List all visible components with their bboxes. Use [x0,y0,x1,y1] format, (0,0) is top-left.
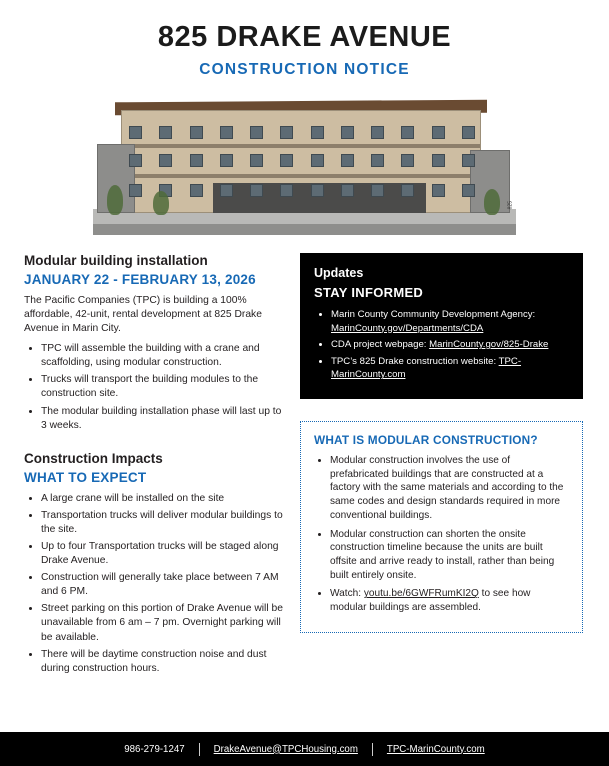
rendering-window [432,126,445,139]
rendering-window [311,154,324,167]
watch-label: Watch: [330,588,364,600]
page-subtitle: CONSTRUCTION NOTICE [199,60,410,78]
updates-list [314,308,569,382]
list-item [331,338,569,352]
list-item: • A large crane will be installed on the site [41,492,286,506]
installation-dates: JANUARY 22 - FEBRUARY 13, 2026 [24,271,256,287]
rendering-window-row [129,126,475,139]
list-item [330,587,569,614]
list-item [331,355,569,382]
rendering-window [190,184,203,197]
link-tpc-construction-site[interactable]: TPC-MarinCounty.com [331,355,522,381]
right-column [300,253,583,679]
watch-suffix: to see how modular buildings are assembled. [330,588,531,614]
rendering-window [341,126,354,139]
rendering-window [190,126,203,139]
link-cda-project-page[interactable]: MarinCounty.gov/825-Drake [429,339,549,351]
modular-heading: WHAT IS MODULAR CONSTRUCTION? [314,432,538,447]
list-item [331,308,569,335]
modular-construction-panel [300,421,583,633]
rendering-window [432,184,445,197]
content-columns [24,253,585,679]
list-item: • The modular building installation phase will last up to 3 weeks. [41,405,286,433]
list-item: • Modular construction involves the use of prefabricated buildings that are constructed at a factory with the same materials and according to the same codes and design standards required in more conventional buildings. [330,454,569,523]
rendering-window [129,126,142,139]
rendering-window [220,184,233,197]
rendering-window [250,154,263,167]
rendering-window [341,154,354,167]
impacts-heading: Construction Impacts [24,450,163,466]
rendering-window [432,154,445,167]
rendering-window [371,126,384,139]
impacts-subheading: WHAT TO EXPECT [24,469,147,485]
building-rendering-image [93,92,516,235]
updates-panel [300,253,583,399]
footer-email-wrap [200,744,372,755]
updates-subheading: STAY INFORMED [314,284,424,300]
rendering-window [159,126,172,139]
footer-email-link[interactable]: DrakeAvenue@TPCHousing.com [213,743,358,755]
footer-website-link[interactable]: TPC-MarinCounty.com [386,743,485,755]
rendering-window [250,126,263,139]
rendering-window [401,154,414,167]
rendering-window [129,154,142,167]
rendering-window [159,154,172,167]
rendering-window [250,184,263,197]
spacer [24,436,286,451]
rendering-window [311,126,324,139]
rendering-tree [484,189,500,215]
footer-divider [199,743,200,756]
updates-heading: Updates [314,265,364,280]
page-title: 825 DRAKE AVENUE [157,21,452,53]
rendering-window [401,126,414,139]
footer-bar [0,732,609,766]
list-item: • Transportation trucks will deliver modular buildings to the site. [41,509,286,537]
list-item: • Construction will generally take place between 7 AM and 6 PM. [41,571,286,599]
rendering-window-row [129,154,475,167]
link-youtube-video[interactable]: youtu.be/6GWFRumKI2Q [363,588,479,600]
rendering-window [341,184,354,197]
rendering-window-row [129,184,475,197]
footer-divider [372,743,373,756]
rendering-window [371,184,384,197]
list-item: • Up to four Transportation trucks will be staged along Drake Avenue. [41,540,286,568]
update-text: CDA project webpage: [331,339,430,351]
installation-bullet-list [24,342,286,433]
installation-paragraph: The Pacific Companies (TPC) is building a 100% affordable, 42-unit, rental development at 825 Drake Avenue in Marin City. [24,294,262,335]
rendering-window [190,154,203,167]
list-item: • Modular construction can shorten the onsite construction timeline because the units are built offsite and arrive ready to install, rather than being built entirely onsite. [330,528,569,583]
update-text: Marin County Community Development Agency: [331,308,536,320]
rendering-floor-band-2 [122,174,480,178]
rendering-floor-band-1 [122,144,480,148]
rendering-window [280,126,293,139]
impacts-bullet-list [24,492,286,676]
list-item: • Street parking on this portion of Drake Avenue will be unavailable from 6 am – 7 pm. Overnight parking will be available. [41,602,286,644]
rendering-window [220,154,233,167]
rendering-window [462,184,475,197]
rendering-tree [107,185,123,215]
footer-phone: 986-279-1247 [124,743,185,755]
header [24,0,585,79]
rendering-building-number: 825 [507,200,513,210]
link-marin-cda[interactable]: MarinCounty.gov/Departments/CDA [331,322,484,334]
rendering-tree [153,191,169,215]
rendering-window [280,184,293,197]
rendering-window [462,126,475,139]
installation-heading: Modular building installation [24,252,208,268]
left-column [24,253,286,679]
rendering-window [462,154,475,167]
rendering-street [93,224,516,235]
rendering-window [280,154,293,167]
modular-list [314,454,569,615]
rendering-window [401,184,414,197]
list-item: • TPC will assemble the building with a crane and scaffolding, using modular construction. [41,342,286,370]
update-text: TPC’s 825 Drake construction website: [331,355,499,367]
rendering-window [129,184,142,197]
rendering-window [371,154,384,167]
footer-website-wrap [373,744,499,755]
rendering-window [220,126,233,139]
rendering-window [311,184,324,197]
list-item: • Trucks will transport the building modules to the construction site. [41,373,286,401]
list-item: • There will be daytime construction noise and dust during construction hours. [41,648,286,676]
